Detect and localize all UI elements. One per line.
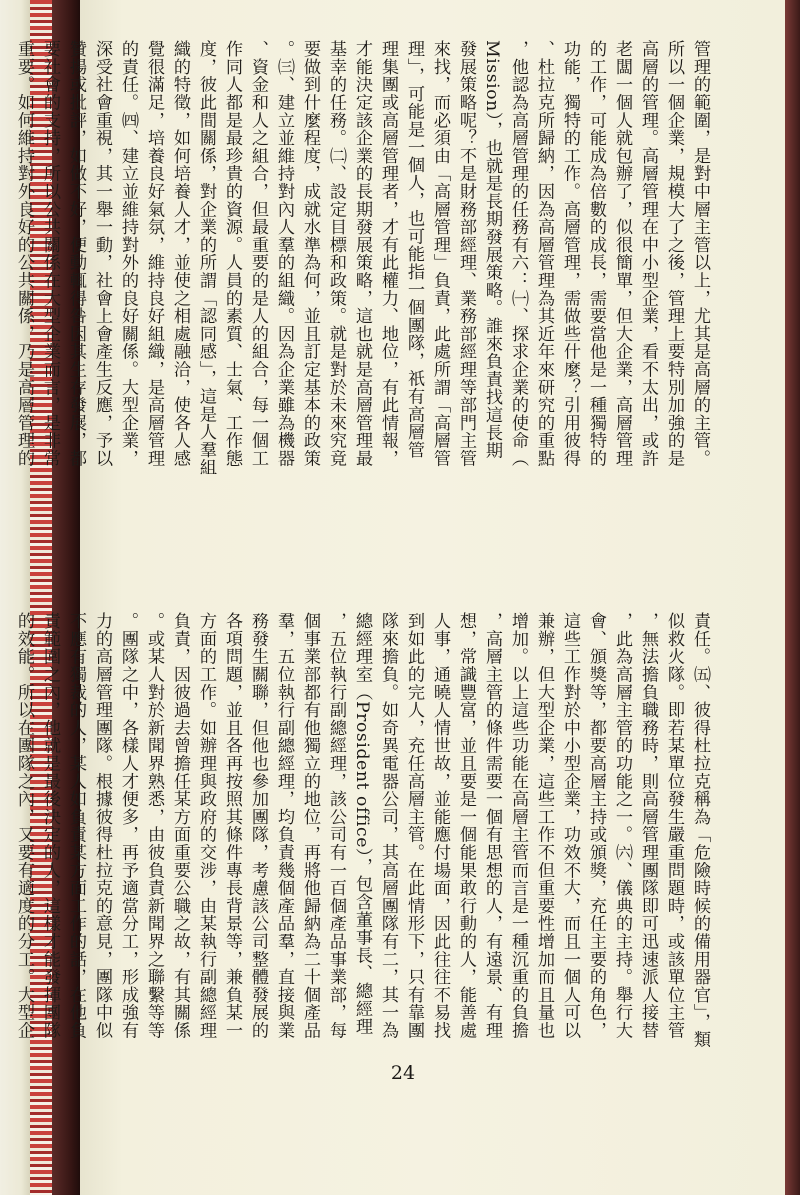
text-line: 。或某人對於新聞界熟悉，由彼負責新聞界之聯繫等等 (144, 612, 164, 1040)
text-line: 覺很滿足，培養良好氣氛，維持良好組織，是高層管理 (144, 40, 164, 468)
text-line: 個事業部都有他獨立的地位，再將他歸納為二十個產品 (300, 612, 320, 1040)
text-line: 總經理室（Prosident office），包含董事長、總經理 (352, 612, 372, 1036)
text-line: 要社會的支持，所以公共關係在大型企業而言，是非常 (40, 40, 60, 468)
text-line: 方面的工作。如辦理與政府的交涉，由某執行副總經理 (196, 612, 216, 1040)
text-line: 似救火隊。即若某單位發生嚴重問題時，或該單位主管 (664, 612, 684, 1040)
text-line: 理集團或高層管理者，才有此權力、地位，有此情報， (378, 40, 398, 468)
text-line: 功能，獨特的工作。高層管理，需做些什麼？引用彼得 (560, 40, 580, 468)
right-cover-edge (785, 0, 800, 1195)
text-line: ，他認為高層管理的任務有六：㈠、探求企業的使命（ (508, 40, 528, 468)
text-line: ，無法擔負職務時，則高層管理團隊即可迅速派人接替 (638, 612, 658, 1040)
upper-text-block (14, 40, 710, 595)
text-line: 度，彼此間關係，對企業的所謂「認同感」，這是人羣組 (196, 40, 216, 477)
text-line: 兼辦，但大型企業，這些工作不但重要性增加而且量也 (534, 612, 554, 1040)
text-line: 的效能。所以在團隊之內，又要有適度的分工。大型企 (14, 612, 34, 1040)
text-line: 深受社會重視，其一舉一動，社會上會產生反應，予以 (92, 40, 112, 468)
text-line: ，五位執行副總經理，該公司有一百個產品事業部，每 (326, 612, 346, 1040)
text-line: 。團隊之中，各樣人才便多，再予適當分工，形成強有 (118, 612, 138, 1040)
text-line: 力的高層管理團隊。根據彼得杜拉克的意見，團隊中似 (92, 612, 112, 1040)
text-line: 責範圍之內，他就是最後決定的人，這樣才能發揮團隊 (40, 612, 60, 1040)
text-line: 想，常識豐富，並且要是一個能果敢行動的人，能善處 (456, 612, 476, 1040)
lower-text-block (14, 612, 710, 1057)
text-line: 會、頒獎等，都要高層主持或頒獎，充任主要的角色， (586, 612, 606, 1040)
text-line: 發展策略呢？不是財務部經理、業務部經理等部門主管 (456, 40, 476, 468)
text-line: 來找，而必須由「高層管理」負責，此處所謂「高層管 (430, 40, 450, 468)
text-line: 、資金和人之組合，但最重要的是人的組合，每一個工 (248, 40, 268, 468)
text-line: 的責任。㈣、建立並維持對外的良好關係。大型企業， (118, 40, 138, 468)
text-line: 到如此的完人，充任高層主管。在此情形下，只有靠團 (404, 612, 424, 1040)
text-line: 。㈢、建立並維持對內人羣的組織。因為企業雖為機器 (274, 40, 294, 468)
text-line: 高層的管理。高層管理在中小型企業，看不太出，或許 (638, 40, 658, 468)
text-line: ，此為高層主管的功能之一。㈥、儀典的主持。舉行大 (612, 612, 632, 1040)
text-line: 的工作，可能成為倍數的成長，需要當他是一種獨特的 (586, 40, 606, 468)
text-line: 羣，五位執行副總經理，均負責幾個產品羣，直接與業 (274, 612, 294, 1040)
text-line: Mission），也就是長期發展策略。誰來負責找這長期 (482, 40, 502, 460)
text-line: 管理的範圍，是對中層主管以上，尤其是高層的主管。 (690, 40, 710, 468)
text-line: 務發生關聯，但他也參加團隊，考慮該公司整體發展的 (248, 612, 268, 1040)
text-line: 不應有獨裁的人，某人如負責某方面工作的話，在他負 (66, 612, 86, 1040)
text-line: 隊來擔負。如奇異電器公司，其高層團隊有二，其一為 (378, 612, 398, 1040)
text-line: 所以一個企業，規模大了之後，管理上要特別加強的是 (664, 40, 684, 468)
text-line: 各項問題，並且各再按照其條件專長背景等，兼負某一 (222, 612, 242, 1040)
text-line: 贊揚或批評，如做不好，便動輒得咎因其生存發展，都 (66, 40, 86, 468)
text-line: 理」，可能是一個人，也可能指一個團隊，祇有高層管 (404, 40, 424, 459)
text-line: 老闆一個人就包辦了，似很簡單，但大企業，高層管理 (612, 40, 632, 468)
text-line: 作同人都是最珍貴的資源。人員的素質、士氣、工作態 (222, 40, 242, 468)
text-line: 、杜拉克所歸納，因為高層管理為其近年來研究的重點 (534, 40, 554, 468)
text-line: 重要。如何維持對外良好的公共關係，乃是高層管理的 (14, 40, 34, 468)
text-line: 這些工作對於中小型企業，功效不大，而且一個人可以 (560, 612, 580, 1040)
text-line: 人事，通曉人情世故，並能應付場面，因此往往不易找 (430, 612, 450, 1040)
text-line: 基幸的任務。㈡、設定目標和政策。就是對於未來究竟 (326, 40, 346, 468)
text-line: 織的特徵，如何培養人才，並使之相處融洽，使各人感 (170, 40, 190, 468)
text-line: 增加。以上這些功能在高層主管而言是一種沉重的負擔 (508, 612, 528, 1040)
page-number: 24 (390, 1062, 416, 1084)
text-line: 責任。㈤、彼得杜拉克稱為「危險時候的備用器官」，類 (690, 612, 710, 1049)
text-line: 負責，因彼過去曾擔任某方面重要公職之故，有其關係 (170, 612, 190, 1040)
text-line: ，高層主管的條件需要一個有思想的人，有遠景、有理 (482, 612, 502, 1040)
text-line: 要做到什麼程度，成就水準為何，並且訂定基本的政策 (300, 40, 320, 468)
text-line: 才能決定該企業的長期發展策略，這也就是高層管理最 (352, 40, 372, 468)
